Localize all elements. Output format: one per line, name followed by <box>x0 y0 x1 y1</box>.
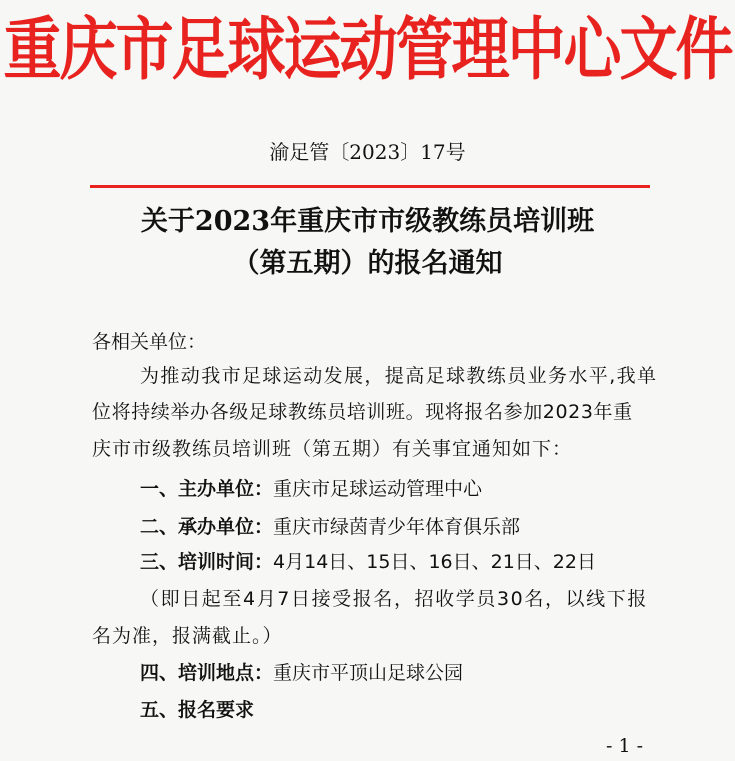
item-co-organizer <box>140 513 520 541</box>
item-label: 五、报名要求 <box>140 699 255 721</box>
header-divider <box>90 185 650 188</box>
note-line: 名为准，报满截止。） <box>92 625 283 647</box>
item-label: 四、培训地点： <box>140 662 274 684</box>
notice-title-line-2: （第五期）的报名通知 <box>232 248 503 279</box>
paragraph-line: 庆市市级教练员培训班（第五期）有关事宜通知如下： <box>92 438 573 460</box>
item-value: 重庆市足球运动管理中心 <box>273 478 483 500</box>
item-value: 重庆市平顶山足球公园 <box>273 662 464 684</box>
page-number: - 1 - <box>606 735 644 757</box>
item-organizer <box>140 475 482 503</box>
item-training-location <box>140 659 463 687</box>
item-label: 三、培训时间： <box>140 551 274 573</box>
paragraph-line: 位将持续举办各级足球教练员培训班。现将报名参加2023年重 <box>92 401 633 423</box>
paragraph-line: 为推动我市足球运动发展，提高足球教练员业务水平,我单 <box>140 365 658 387</box>
item-label: 一、主办单位： <box>140 478 274 500</box>
note-line: （即日起至4月7日接受报名，招收学员30名，以线下报 <box>140 588 648 610</box>
salutation: 各相关单位： <box>92 331 207 353</box>
item-training-time <box>140 548 596 576</box>
item-registration-requirements <box>140 696 254 724</box>
item-label: 二、承办单位： <box>140 516 274 538</box>
item-value: 4月14日、15日、16日、21日、22日 <box>273 551 596 573</box>
item-value: 重庆市绿茵青少年体育俱乐部 <box>273 516 521 538</box>
document-header-title: 重庆市足球运动管理中心文件 <box>3 9 732 90</box>
document-number: 渝足管〔2023〕17号 <box>269 140 466 164</box>
notice-title-line-1: 关于2023年重庆市市级教练员培训班 <box>140 206 595 237</box>
